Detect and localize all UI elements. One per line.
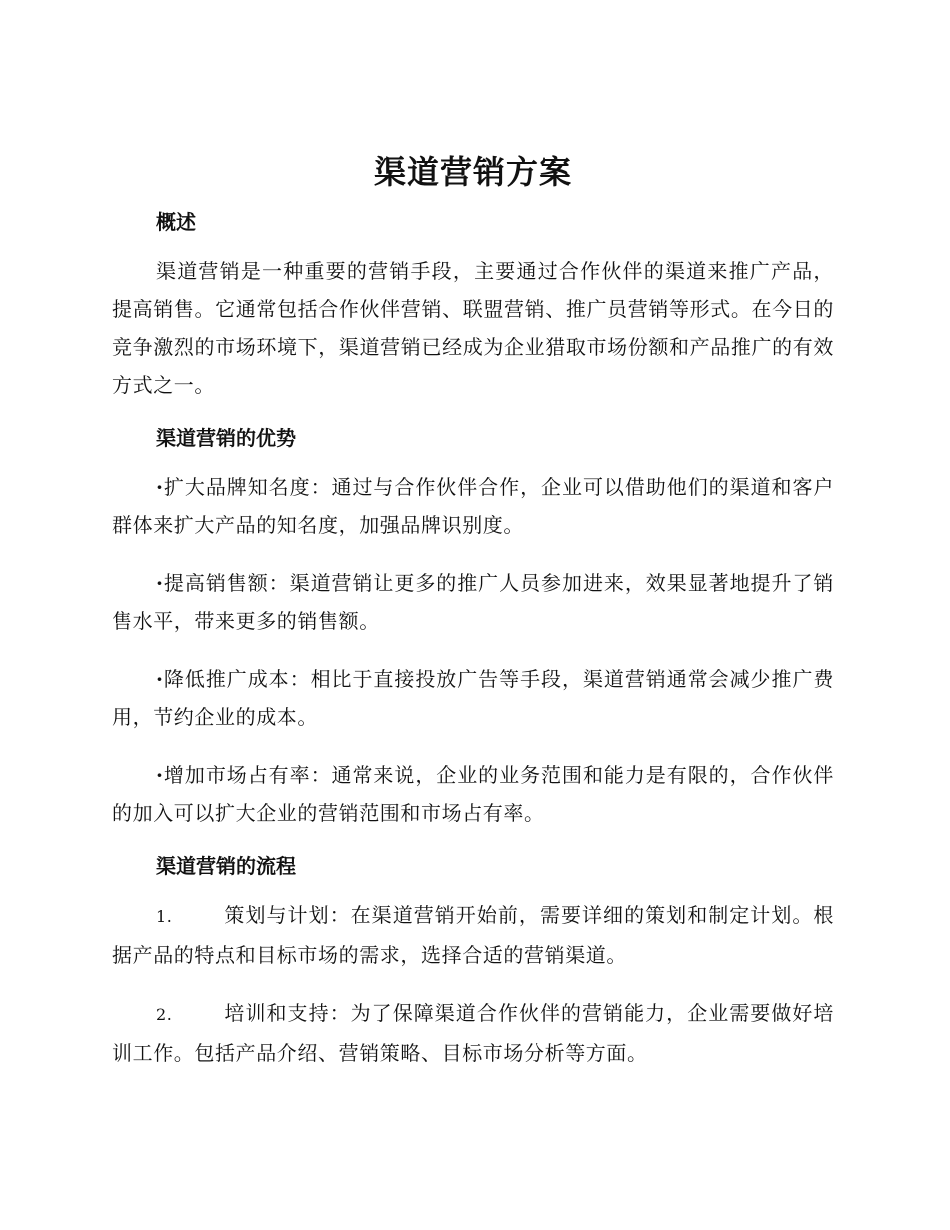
advantage-item xyxy=(112,468,834,544)
overview-heading: 概述 xyxy=(156,210,196,234)
process-item xyxy=(112,896,834,974)
process-item xyxy=(112,994,834,1072)
bullet-dot: · xyxy=(156,763,164,787)
advantage-text: 增加市场占有率：通常来说，企业的业务范围和能力是有限的，合作伙伴的加入可以扩大企业的营销范围和市场占有率。 xyxy=(112,763,834,825)
process-heading: 渠道营销的流程 xyxy=(156,854,296,878)
overview-paragraph: 渠道营销是一种重要的营销手段，主要通过合作伙伴的渠道来推广产品，提高销售。它通常包括合作伙伴营销、联盟营销、推广员营销等形式。在今日的竞争激烈的市场环境下，渠道营销已经成为企业猎取市场份额和产品推广的有效方式之一。 xyxy=(112,259,834,397)
advantages-heading: 渠道营销的优势 xyxy=(156,426,296,450)
bullet-dot: · xyxy=(156,475,164,499)
advantage-text: 扩大品牌知名度：通过与合作伙伴合作，企业可以借助他们的渠道和客户群体来扩大产品的知名度，加强品牌识别度。 xyxy=(112,475,834,537)
bullet-dot: · xyxy=(156,571,164,595)
process-item-number: 1. xyxy=(156,907,173,926)
advantage-item xyxy=(112,660,834,736)
process-item-number: 2. xyxy=(156,1005,173,1024)
bullet-dot: · xyxy=(156,667,164,691)
advantage-text: 降低推广成本：相比于直接投放广告等手段，渠道营销通常会减少推广费用，节约企业的成本。 xyxy=(112,667,834,729)
document-page xyxy=(112,148,834,1072)
advantage-item xyxy=(112,564,834,640)
document-title: 渠道营销方案 xyxy=(373,153,572,191)
process-item-text: 策划与计划：在渠道营销开始前，需要详细的策划和制定计划。根据产品的特点和目标市场的需求，选择合适的营销渠道。 xyxy=(112,903,834,967)
advantage-item xyxy=(112,756,834,832)
advantage-text: 提高销售额：渠道营销让更多的推广人员参加进来，效果显著地提升了销售水平，带来更多的销售额。 xyxy=(112,571,834,633)
process-item-text: 培训和支持：为了保障渠道合作伙伴的营销能力，企业需要做好培训工作。包括产品介绍、营销策略、目标市场分析等方面。 xyxy=(112,1001,834,1065)
